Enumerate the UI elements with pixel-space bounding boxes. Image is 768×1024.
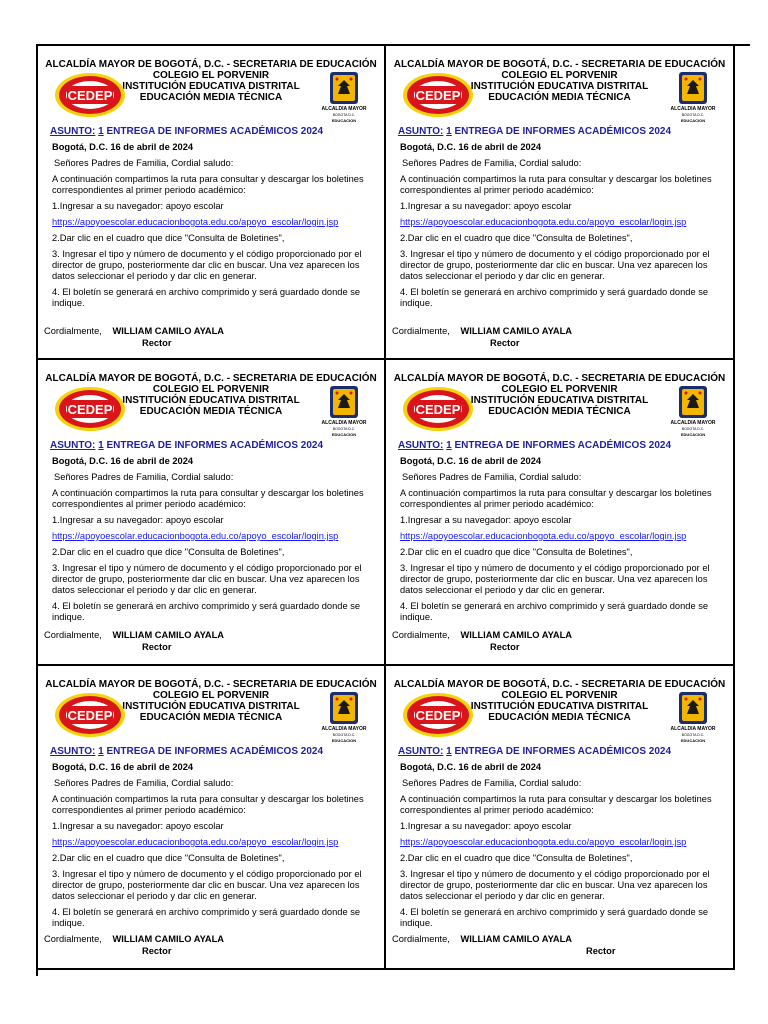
crest-text-2: BOGOTA D.C. [681,113,705,117]
signer-role: Rector [142,642,172,652]
letter-greeting: Señores Padres de Familia, Cordial saludo: [402,158,582,168]
letter-body [400,456,727,628]
letter-date: Bogotá, D.C. 16 de abril de 2024 [52,456,194,466]
crest-text-1: ALCALDIA MAYOR [670,726,716,732]
header-line-1: ALCALDÍA MAYOR DE BOGOTÁ, D.C. - SECRETARIA DE EDUCACIÓN [393,679,726,690]
closing-text: Cordialmente, [44,934,102,944]
crest-text-2: BOGOTA D.C. [332,113,356,117]
login-link[interactable]: https://apoyoescolar.educacionbogota.edu.co/apoyo_escolar/login.jsp [400,531,687,541]
header-line-2: COLEGIO EL PORVENIR [501,690,618,701]
crest-text-3: EDUCACION [331,432,357,437]
step-1: 1.Ingresar a su navegador: apoyo escolar [400,201,572,211]
letter-greeting: Señores Padres de Familia, Cordial saludo: [402,778,582,788]
signer-role: Rector [142,338,172,348]
letter-card-4 [386,360,735,666]
bogota-crest-icon [321,72,367,126]
header-line-4: EDUCACIÓN MEDIA TÉCNICA [139,406,283,417]
letter-body [52,762,378,934]
signature-line [44,630,224,640]
step-1: 1.Ingresar a su navegador: apoyo escolar [400,515,572,525]
subject-number: 1 [98,746,104,757]
closing-text: Cordialmente, [44,630,102,640]
letter-intro: A continuación compartimos la ruta para consultar y descargar los boletines correspondientes al primer periodo académico: [400,174,712,195]
step-1: 1.Ingresar a su navegador: apoyo escolar [52,821,224,831]
header-line-2: COLEGIO EL PORVENIR [152,384,270,395]
step-4: 4. El boletín se generará en archivo comprimido y será guardado donde se indique. [400,287,709,308]
subject-text: ENTREGA DE INFORMES ACADÉMICOS 2024 [451,746,672,757]
letter-date: Bogotá, D.C. 16 de abril de 2024 [400,762,542,772]
crest-text-2: BOGOTA D.C. [332,427,356,431]
subject-line [50,440,323,451]
school-logo-text: CEDEP [415,708,461,723]
letter-intro: A continuación compartimos la ruta para consultar y descargar los boletines correspondientes al primer periodo académico: [52,174,364,195]
header-line-4: EDUCACIÓN MEDIA TÉCNICA [488,712,631,723]
letter-card-5 [38,666,386,970]
crest-text-1: ALCALDIA MAYOR [321,726,367,732]
subject-number: 1 [446,440,452,451]
subject-text: ENTREGA DE INFORMES ACADÉMICOS 2024 [451,440,672,451]
step-1: 1.Ingresar a su navegador: apoyo escolar [400,821,572,831]
crest-text-2: BOGOTA D.C. [681,427,705,431]
subject-line [398,746,671,757]
crest-text-3: EDUCACION [331,118,357,123]
header-line-1: ALCALDÍA MAYOR DE BOGOTÁ, D.C. - SECRETARIA DE EDUCACIÓN [393,59,726,70]
subject-label: ASUNTO: [398,126,444,137]
signer-name: WILLIAM CAMILO AYALA [112,934,225,944]
step-2: 2.Dar clic en el cuadro que dice "Consulta de Boletines", [400,547,633,557]
signer-name: WILLIAM CAMILO AYALA [460,630,573,640]
login-link[interactable]: https://apoyoescolar.educacionbogota.edu.co/apoyo_escolar/login.jsp [400,837,687,847]
subject-label: ASUNTO: [50,440,96,451]
header-line-2: COLEGIO EL PORVENIR [501,70,618,81]
signer-role: Rector [142,946,172,956]
subject-number: 1 [446,126,452,137]
step-3: 3. Ingresar el tipo y número de documento y el código proporcionado por el director de grupo, posteriormente dar clic en buscar. Una vez aparecen los datos seleccionar el periodo y dar clic en generar. [52,563,362,595]
login-link[interactable]: https://apoyoescolar.educacionbogota.edu.co/apoyo_escolar/login.jsp [52,837,339,847]
letter-date: Bogotá, D.C. 16 de abril de 2024 [52,762,194,772]
letter-body [400,762,727,934]
letter-greeting: Señores Padres de Familia, Cordial saludo: [54,778,234,788]
step-3: 3. Ingresar el tipo y número de documento y el código proporcionado por el director de grupo, posteriormente dar clic en buscar. Una vez aparecen los datos seleccionar el periodo y dar clic en generar. [400,869,710,901]
letter-intro: A continuación compartimos la ruta para consultar y descargar los boletines correspondientes al primer periodo académico: [52,794,364,815]
step-3: 3. Ingresar el tipo y número de documento y el código proporcionado por el director de grupo, posteriormente dar clic en buscar. Una vez aparecen los datos seleccionar el periodo y dar clic en generar. [400,563,710,595]
subject-label: ASUNTO: [398,440,444,451]
school-logo-icon [54,692,126,738]
header-line-3: INSTITUCIÓN EDUCATIVA DISTRITAL [122,701,300,712]
letter-body [52,456,378,628]
school-logo-text: CEDEP [415,402,461,417]
closing-text: Cordialmente, [392,630,450,640]
letter-intro: A continuación compartimos la ruta para consultar y descargar los boletines correspondientes al primer periodo académico: [400,488,712,509]
subject-number: 1 [446,746,452,757]
crest-text-1: ALCALDIA MAYOR [321,106,367,112]
header-line-3: INSTITUCIÓN EDUCATIVA DISTRITAL [122,395,300,406]
login-link[interactable]: https://apoyoescolar.educacionbogota.edu.co/apoyo_escolar/login.jsp [52,531,339,541]
header-line-1: ALCALDÍA MAYOR DE BOGOTÁ, D.C. - SECRETARIA DE EDUCACIÓN [45,373,377,384]
letter-date: Bogotá, D.C. 16 de abril de 2024 [400,456,542,466]
signer-name: WILLIAM CAMILO AYALA [112,630,225,640]
header-line-3: INSTITUCIÓN EDUCATIVA DISTRITAL [470,81,649,92]
step-1: 1.Ingresar a su navegador: apoyo escolar [52,515,224,525]
signature-line [44,934,224,944]
school-logo-icon [54,72,126,118]
subject-label: ASUNTO: [398,746,444,757]
subject-number: 1 [98,126,104,137]
letter-date: Bogotá, D.C. 16 de abril de 2024 [400,142,542,152]
school-logo-text: CEDEP [67,708,113,723]
header-line-2: COLEGIO EL PORVENIR [152,70,270,81]
bogota-crest-icon [321,692,367,746]
letter-date: Bogotá, D.C. 16 de abril de 2024 [52,142,194,152]
step-3: 3. Ingresar el tipo y número de documento y el código proporcionado por el director de grupo, posteriormente dar clic en buscar. Una vez aparecen los datos seleccionar el periodo y dar clic en generar. [52,249,362,281]
letter-intro: A continuación compartimos la ruta para consultar y descargar los boletines correspondientes al primer periodo académico: [52,488,364,509]
step-4: 4. El boletín se generará en archivo comprimido y será guardado donde se indique. [52,907,361,928]
school-logo-icon [402,72,474,118]
signature-line [44,326,224,336]
step-2: 2.Dar clic en el cuadro que dice "Consulta de Boletines", [400,233,633,243]
crest-text-3: EDUCACION [680,432,706,437]
crest-text-2: BOGOTA D.C. [681,733,705,737]
signer-name: WILLIAM CAMILO AYALA [460,934,573,944]
subject-line [50,126,323,137]
signature-line [392,630,572,640]
login-link[interactable]: https://apoyoescolar.educacionbogota.edu.co/apoyo_escolar/login.jsp [400,217,687,227]
crest-text-1: ALCALDIA MAYOR [670,420,716,426]
subject-label: ASUNTO: [50,126,96,137]
step-4: 4. El boletín se generará en archivo comprimido y será guardado donde se indique. [400,907,709,928]
signer-name: WILLIAM CAMILO AYALA [112,326,225,336]
subject-text: ENTREGA DE INFORMES ACADÉMICOS 2024 [451,126,672,137]
header-line-3: INSTITUCIÓN EDUCATIVA DISTRITAL [122,81,300,92]
closing-text: Cordialmente, [44,326,102,336]
step-1: 1.Ingresar a su navegador: apoyo escolar [52,201,224,211]
crest-text-3: EDUCACION [331,738,357,743]
signer-role: Rector [586,946,616,956]
school-logo-icon [402,386,474,432]
subject-line [50,746,323,757]
letter-card-2 [386,46,735,360]
step-4: 4. El boletín se generará en archivo comprimido y será guardado donde se indique. [52,287,361,308]
letter-card-6 [386,666,735,970]
school-logo-icon [54,386,126,432]
subject-label: ASUNTO: [50,746,96,757]
bogota-crest-icon [670,692,716,746]
crest-text-1: ALCALDIA MAYOR [670,106,716,112]
step-4: 4. El boletín se generará en archivo comprimido y será guardado donde se indique. [52,601,361,622]
header-line-2: COLEGIO EL PORVENIR [152,690,270,701]
header-line-3: INSTITUCIÓN EDUCATIVA DISTRITAL [470,701,649,712]
letter-greeting: Señores Padres de Familia, Cordial saludo: [402,472,582,482]
subject-number: 1 [98,440,104,451]
letter-greeting: Señores Padres de Familia, Cordial saludo: [54,158,234,168]
header-line-4: EDUCACIÓN MEDIA TÉCNICA [488,406,631,417]
bogota-crest-icon [321,386,367,440]
school-logo-icon [402,692,474,738]
header-line-1: ALCALDÍA MAYOR DE BOGOTÁ, D.C. - SECRETARIA DE EDUCACIÓN [45,59,377,70]
header-line-4: EDUCACIÓN MEDIA TÉCNICA [488,92,631,103]
step-2: 2.Dar clic en el cuadro que dice "Consulta de Boletines", [52,547,285,557]
closing-text: Cordialmente, [392,934,450,944]
bogota-crest-icon [670,386,716,440]
step-2: 2.Dar clic en el cuadro que dice "Consulta de Boletines", [52,233,285,243]
step-3: 3. Ingresar el tipo y número de documento y el código proporcionado por el director de grupo, posteriormente dar clic en buscar. Una vez aparecen los datos seleccionar el periodo y dar clic en generar. [400,249,710,281]
crest-text-1: ALCALDIA MAYOR [321,420,367,426]
step-2: 2.Dar clic en el cuadro que dice "Consulta de Boletines", [400,853,633,863]
subject-text: ENTREGA DE INFORMES ACADÉMICOS 2024 [103,746,324,757]
closing-text: Cordialmente, [392,326,450,336]
subject-text: ENTREGA DE INFORMES ACADÉMICOS 2024 [103,440,324,451]
signature-line [392,326,572,336]
crest-text-2: BOGOTA D.C. [332,733,356,737]
step-2: 2.Dar clic en el cuadro que dice "Consulta de Boletines", [52,853,285,863]
signer-role: Rector [490,338,520,348]
letter-sheet [36,44,750,976]
signature-line [392,934,572,944]
header-line-4: EDUCACIÓN MEDIA TÉCNICA [139,92,283,103]
bogota-crest-icon [670,72,716,126]
crest-text-3: EDUCACION [680,118,706,123]
header-line-3: INSTITUCIÓN EDUCATIVA DISTRITAL [470,395,649,406]
letter-card-1 [38,46,386,360]
signer-name: WILLIAM CAMILO AYALA [460,326,573,336]
header-line-1: ALCALDÍA MAYOR DE BOGOTÁ, D.C. - SECRETARIA DE EDUCACIÓN [393,373,726,384]
step-3: 3. Ingresar el tipo y número de documento y el código proporcionado por el director de grupo, posteriormente dar clic en buscar. Una vez aparecen los datos seleccionar el periodo y dar clic en generar. [52,869,362,901]
school-logo-text: CEDEP [67,402,113,417]
subject-line [398,126,671,137]
school-logo-text: CEDEP [415,88,461,103]
header-line-2: COLEGIO EL PORVENIR [501,384,618,395]
header-line-1: ALCALDÍA MAYOR DE BOGOTÁ, D.C. - SECRETARIA DE EDUCACIÓN [45,679,377,690]
letter-body [52,142,378,314]
letter-intro: A continuación compartimos la ruta para consultar y descargar los boletines correspondientes al primer periodo académico: [400,794,712,815]
login-link[interactable]: https://apoyoescolar.educacionbogota.edu.co/apoyo_escolar/login.jsp [52,217,339,227]
crest-text-3: EDUCACION [680,738,706,743]
letter-card-3 [38,360,386,666]
letter-greeting: Señores Padres de Familia, Cordial saludo: [54,472,234,482]
step-4: 4. El boletín se generará en archivo comprimido y será guardado donde se indique. [400,601,709,622]
letter-body [400,142,727,314]
subject-line [398,440,671,451]
school-logo-text: CEDEP [67,88,113,103]
header-line-4: EDUCACIÓN MEDIA TÉCNICA [139,712,283,723]
subject-text: ENTREGA DE INFORMES ACADÉMICOS 2024 [103,126,324,137]
signer-role: Rector [490,642,520,652]
